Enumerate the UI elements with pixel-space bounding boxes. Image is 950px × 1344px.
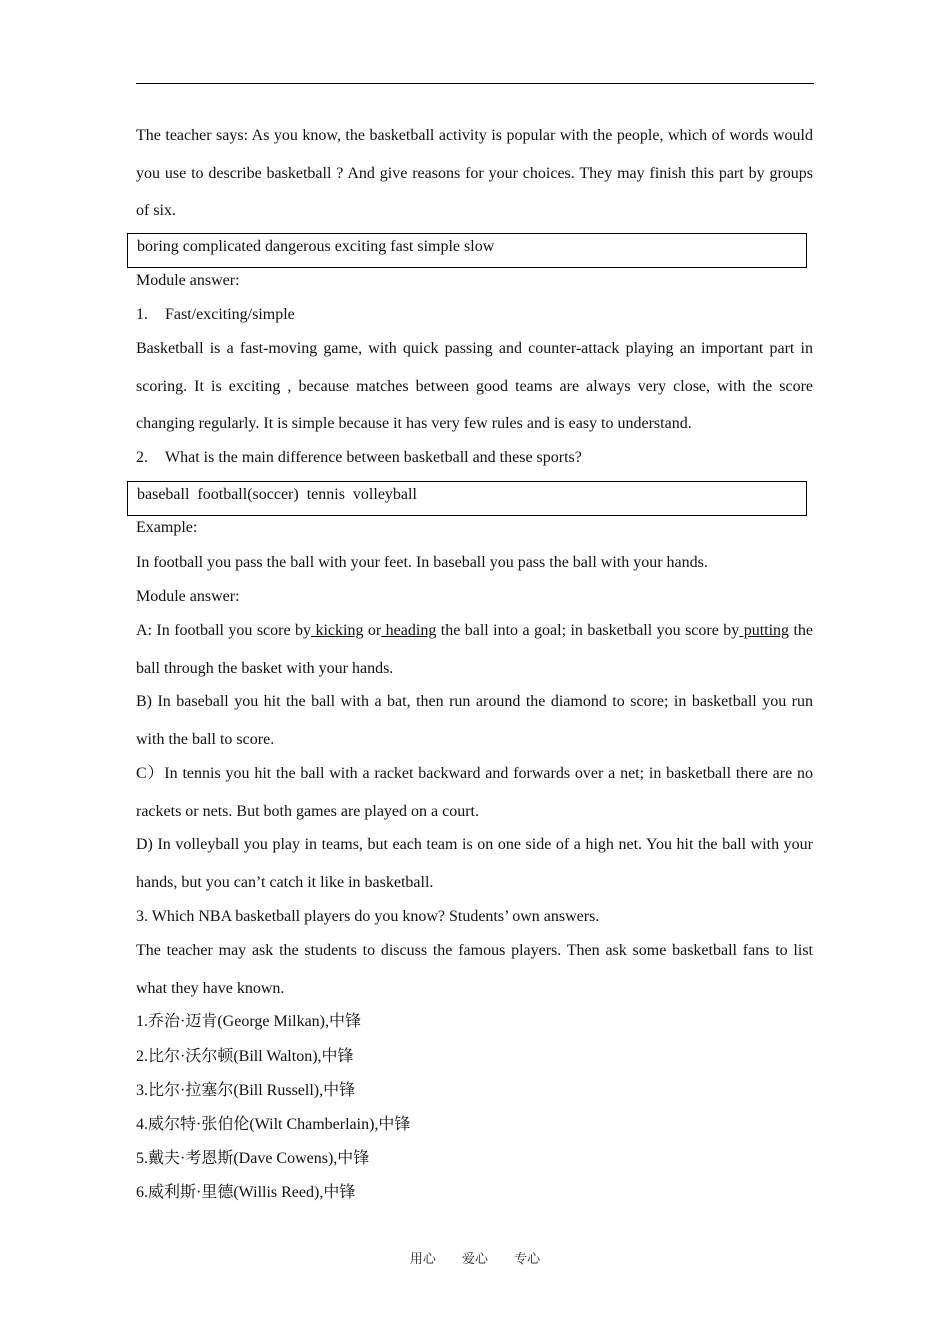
- q1-number: 1.: [136, 306, 148, 323]
- answer-a-text: A: In football you score by: [136, 622, 312, 639]
- module-answer-label: Module answer:: [136, 272, 240, 289]
- underlined-word: heading: [381, 622, 437, 639]
- player-item: 1.乔治·迈肯(George Milkan),中锋: [136, 1013, 362, 1030]
- word-list: boring complicated dangerous exciting fast simple slow: [137, 238, 495, 255]
- question-3: 3. Which NBA basketball players do you know? Students’ own answers.: [136, 908, 600, 925]
- q3-note: The teacher may ask the students to discuss the famous players. Then ask some basketball fans to list what they have known.: [136, 942, 813, 997]
- q2-number: 2.: [136, 449, 148, 466]
- answer-c: C）In tennis you hit the ball with a racket backward and forwards over a net; in basketball there are no rackets or nets. But both games are played on a court.: [136, 765, 813, 820]
- question-2: [136, 439, 813, 477]
- player-item: 2.比尔·沃尔顿(Bill Walton),中锋: [136, 1048, 354, 1065]
- page-footer: [0, 1248, 950, 1267]
- answer-a-text: or: [363, 622, 382, 639]
- underlined-word: kicking: [311, 622, 364, 639]
- footer-text: 用心: [409, 1252, 436, 1267]
- question-1: [136, 296, 813, 334]
- answer-a-text: the ball through the basket with your hands.: [136, 622, 818, 677]
- footer-text: 专心: [514, 1252, 541, 1267]
- sports-list: baseball football(soccer) tennis volleyball: [137, 486, 417, 503]
- intro-paragraph: The teacher says: As you know, the basketball activity is popular with the people, which of words would you use to describe basketball ? And give reasons for your choices. They may finish this part by groups of six.: [136, 127, 813, 219]
- underlined-word: putting: [739, 622, 790, 639]
- player-item: 3.比尔·拉塞尔(Bill Russell),中锋: [136, 1082, 356, 1099]
- q1-answer: Basketball is a fast-moving game, with quick passing and counter-attack playing an important part in scoring. It is exciting , because matches between good teams are always very close, with the score changing regularly. It is simple because it has very few rules and is easy to understand.: [136, 340, 813, 432]
- header-rule: [136, 83, 814, 84]
- example-text: In football you pass the ball with your feet. In baseball you pass the ball with your hands.: [136, 554, 708, 571]
- module-answer-label-2: Module answer:: [136, 588, 240, 605]
- player-item: 5.戴夫·考恩斯(Dave Cowens),中锋: [136, 1150, 370, 1167]
- player-item: 4.威尔特·张伯伦(Wilt Chamberlain),中锋: [136, 1116, 411, 1133]
- example-label: Example:: [136, 519, 198, 536]
- q1-text: Fast/exciting/simple: [165, 306, 295, 323]
- player-item: 6.威利斯·里德(Willis Reed),中锋: [136, 1184, 356, 1201]
- q2-text: What is the main difference between basketball and these sports?: [165, 449, 582, 466]
- answer-b: B) In baseball you hit the ball with a bat, then run around the diamond to score; in basketball you run with the ball to score.: [136, 693, 813, 748]
- answer-a: [136, 612, 818, 687]
- footer-text: 爱心: [461, 1252, 488, 1267]
- answer-d: D) In volleyball you play in teams, but each team is on one side of a high net. You hit the ball with your hands, but you can’t catch it like in basketball.: [136, 836, 813, 891]
- answer-a-text: the ball into a goal; in basketball you score by: [436, 622, 740, 639]
